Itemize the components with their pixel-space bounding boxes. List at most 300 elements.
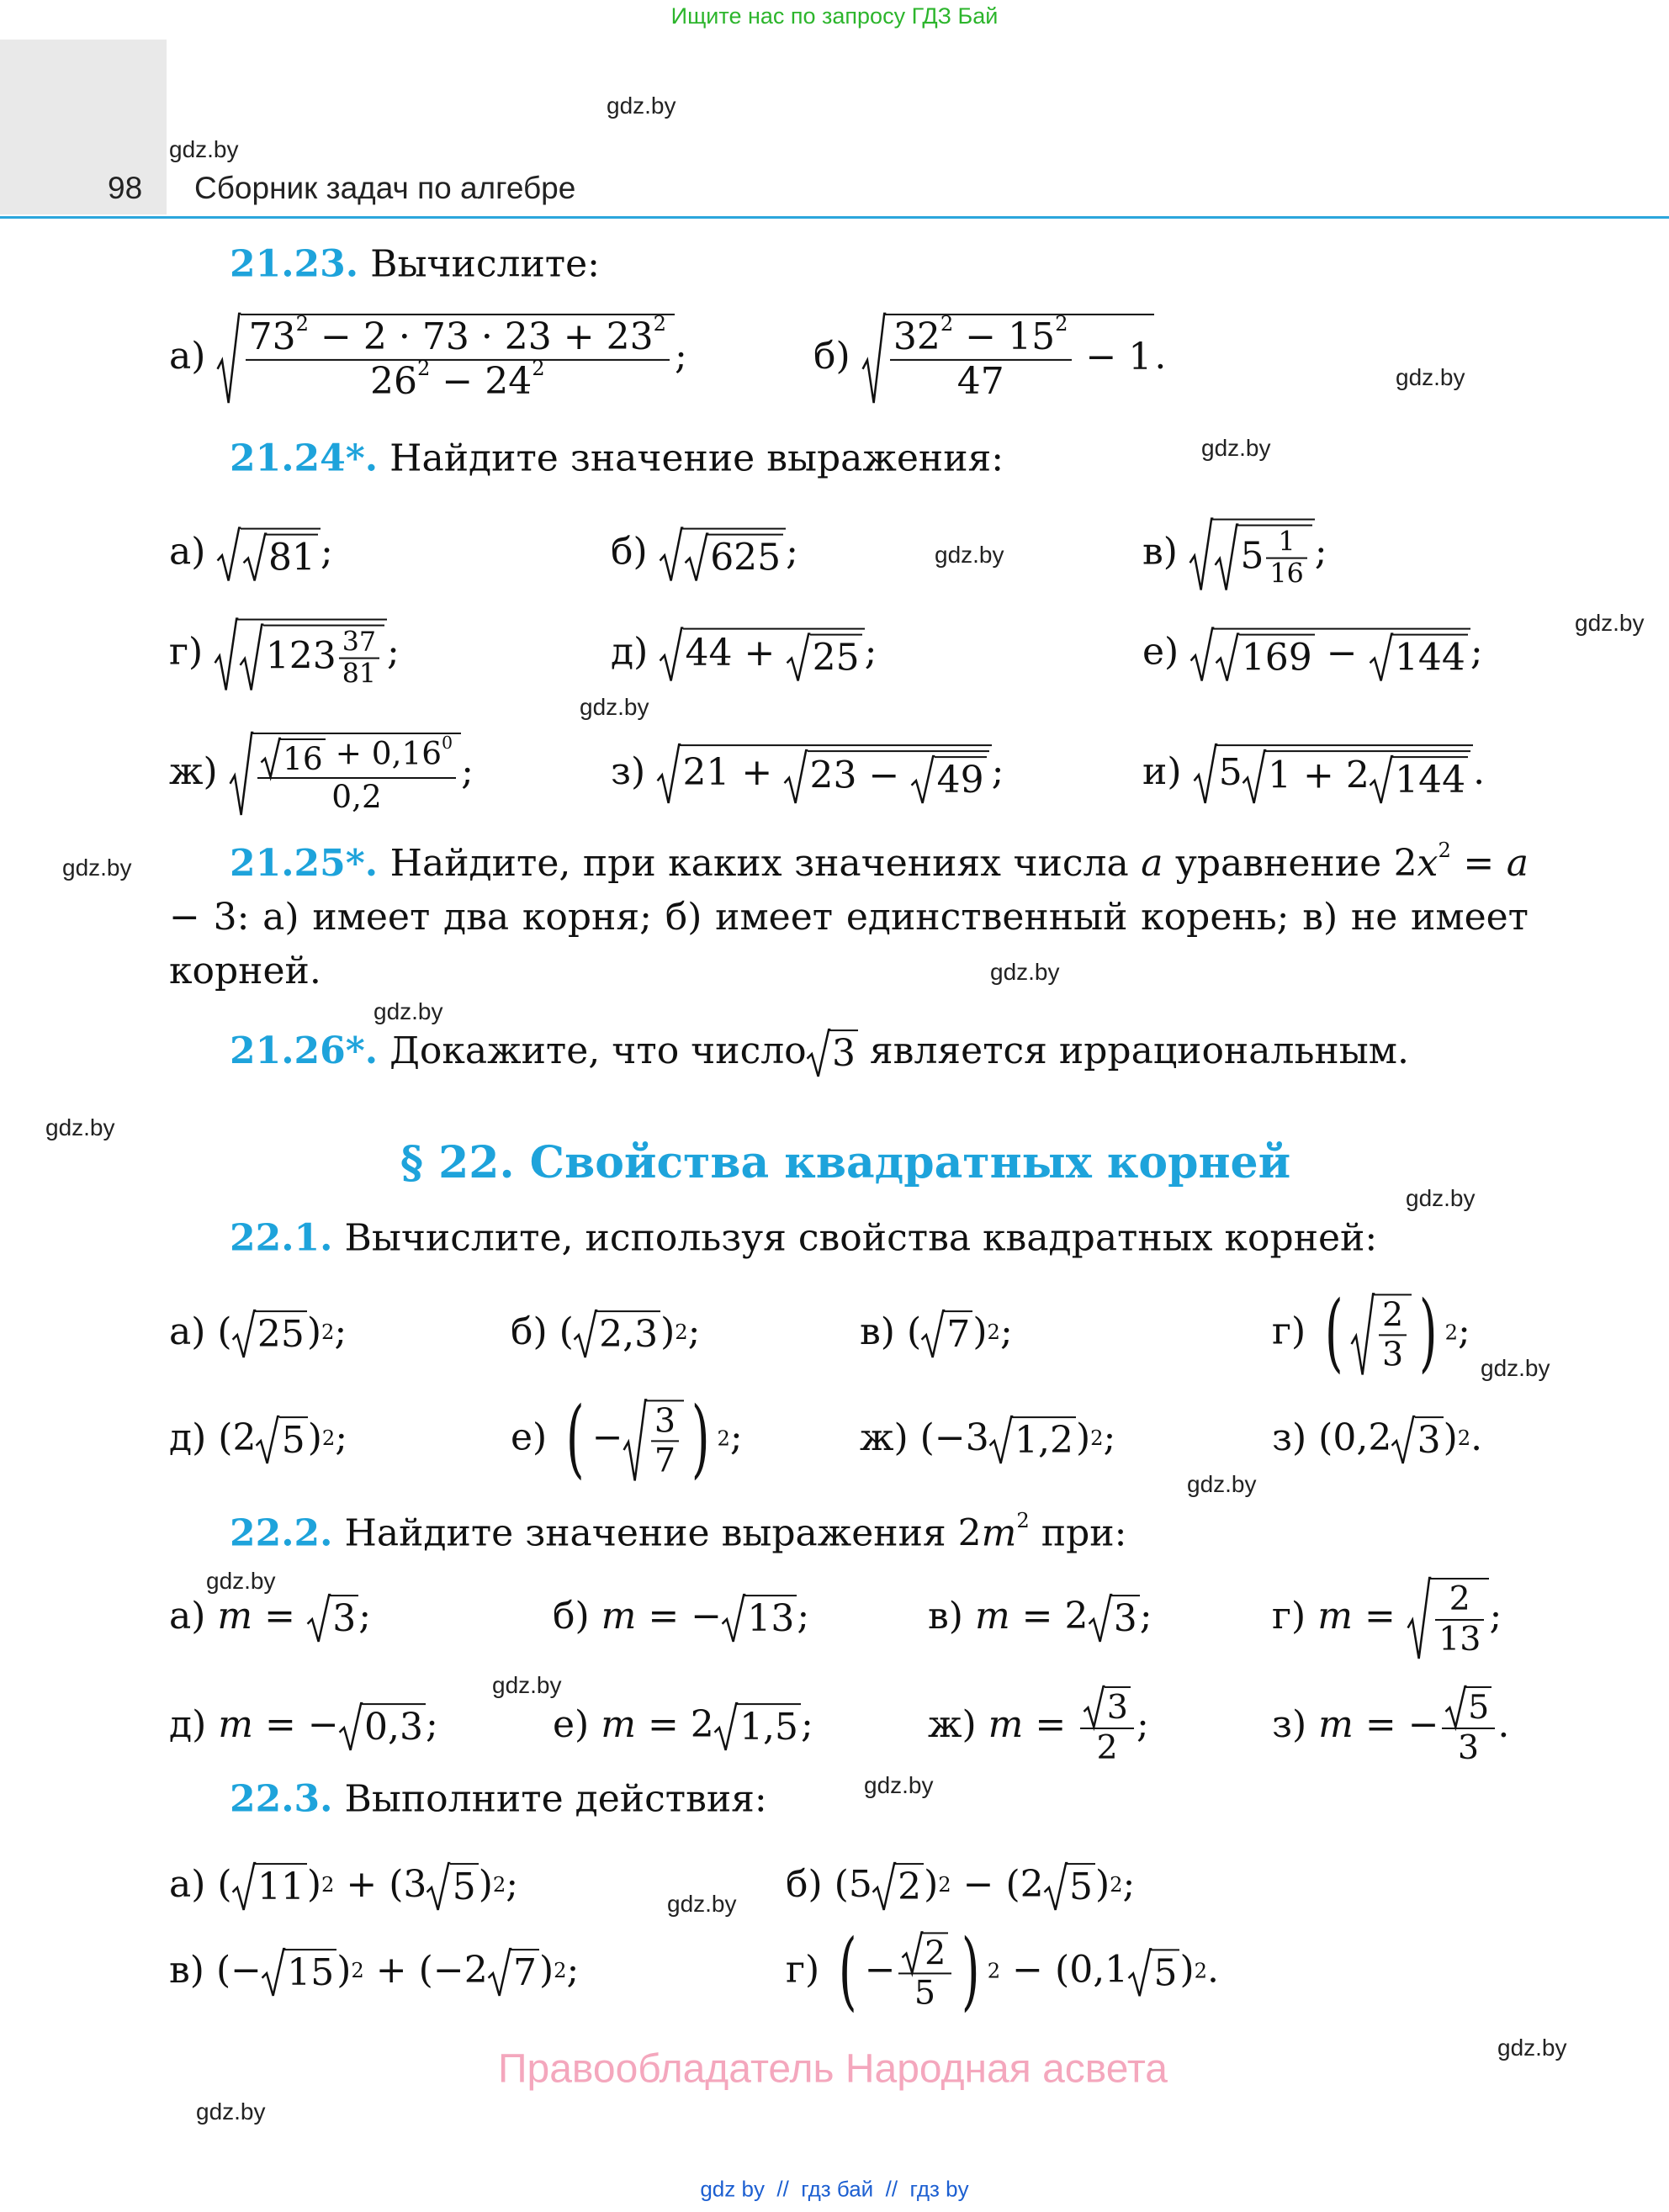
radical-sign-icon — [574, 1310, 596, 1357]
math-term — [989, 1416, 1013, 1463]
item-label: в) — [928, 1594, 963, 1638]
math-term — [807, 1029, 830, 1077]
exercise-21-26 — [230, 1026, 1409, 1077]
parenthesized-expression — [559, 1395, 717, 1480]
math-term: 3 — [1105, 1686, 1131, 1728]
parenthesized-expression — [1006, 1860, 1110, 1910]
math-term: = − — [636, 1594, 723, 1638]
fraction — [1435, 1580, 1484, 1659]
math-term — [241, 314, 675, 403]
math-term: 2 — [1096, 1728, 1118, 1767]
math-term: 3 — [1457, 1728, 1480, 1767]
math-term: 123 — [265, 634, 336, 678]
exercise-22-3-title — [230, 1778, 767, 1823]
math-term: ( 5 — [848, 1862, 872, 1906]
math-term: ; — [506, 1862, 519, 1906]
math-term — [912, 756, 935, 803]
math-term: 2 — [295, 312, 310, 336]
math-term: 1 — [1266, 527, 1306, 559]
math-term: 625 — [707, 534, 783, 581]
item-label: д) — [611, 630, 649, 674]
math-term: 0 — [442, 733, 453, 753]
running-title: Сборник задач по алгебре — [194, 171, 576, 205]
math-term: 0,3 — [362, 1703, 426, 1750]
math-term: Найдите, при каких значениях числа — [389, 842, 1142, 885]
radical-sign-icon — [862, 314, 885, 403]
square-root — [784, 747, 988, 803]
exercise-21-25 — [169, 837, 1529, 998]
watermark: gdz.by — [864, 1772, 934, 1798]
watermark: gdz.by — [169, 136, 239, 162]
watermark: gdz.by — [196, 2098, 266, 2125]
radical-sign-icon — [261, 738, 280, 777]
math-term: ; — [729, 1416, 743, 1459]
math-term: ; — [387, 630, 400, 674]
math-term: 2 — [1055, 312, 1068, 336]
radical-sign-icon — [339, 1703, 362, 1750]
square-root — [921, 1307, 972, 1357]
fraction — [651, 1402, 679, 1480]
exercise-22-1-title — [230, 1217, 1377, 1262]
math-term: 15 — [284, 1949, 336, 1996]
square-root — [1242, 747, 1470, 803]
math-term — [230, 733, 253, 815]
math-term — [261, 738, 281, 777]
square-root — [1128, 1945, 1179, 1996]
math-term: m — [218, 1702, 253, 1746]
math-term — [1213, 628, 1470, 681]
math-term — [1089, 1595, 1112, 1642]
math-term: ; — [1122, 1862, 1136, 1906]
watermark: gdz.by — [667, 1891, 737, 1917]
fraction — [246, 312, 670, 403]
item-z — [611, 741, 1004, 803]
math-term: ; — [320, 530, 333, 574]
math-term: − 24 — [430, 359, 532, 403]
math-term: 169 — [1239, 634, 1315, 681]
radical-sign-icon — [1407, 1578, 1430, 1659]
math-term — [646, 1400, 684, 1480]
radical-sign-icon — [1216, 634, 1238, 681]
math-term: = − — [253, 1702, 339, 1746]
math-term: 13 — [744, 1595, 797, 1642]
exercise-22-2-title — [230, 1508, 1127, 1557]
radical-sign-icon — [230, 733, 252, 815]
math-term: = − — [1353, 1702, 1439, 1746]
math-term: 3 — [651, 1402, 679, 1442]
math-term — [658, 744, 681, 803]
parenthesized-expression — [1055, 1945, 1195, 1996]
radical-sign-icon — [427, 1863, 449, 1910]
math-term — [1237, 525, 1311, 590]
math-term: 73 — [248, 315, 296, 358]
fraction — [898, 1929, 952, 2013]
math-term: 5 — [1240, 534, 1264, 578]
square-root — [230, 729, 461, 815]
radical-sign-icon — [215, 619, 237, 691]
item-v — [1142, 516, 1327, 590]
math-term — [1442, 1683, 1496, 1729]
math-term — [246, 312, 670, 361]
math-term: 2 — [940, 312, 954, 336]
watermark: gdz.by — [580, 694, 649, 720]
watermark: gdz.by — [1396, 364, 1465, 390]
math-term — [308, 1595, 331, 1642]
math-term — [785, 750, 808, 803]
fraction — [1266, 527, 1306, 590]
math-term: 49 — [935, 756, 987, 803]
parenthesized-expression — [218, 1413, 322, 1463]
math-term — [241, 528, 321, 581]
math-term: 2 — [1435, 1580, 1484, 1621]
item-label: г) — [786, 1948, 820, 1992]
square-root — [1370, 631, 1468, 681]
item-b — [611, 525, 798, 581]
square-root — [872, 1860, 924, 1910]
parenthesized-expression — [834, 1860, 939, 1910]
header-divider — [0, 216, 1669, 219]
math-term: 1,5 — [737, 1703, 801, 1750]
radical-sign-icon — [784, 750, 807, 803]
math-term: ( − — [864, 1948, 896, 1992]
math-term — [1212, 519, 1315, 590]
math-term: − 15 — [953, 315, 1056, 358]
square-root — [807, 1026, 858, 1077]
item-zh — [928, 1683, 1149, 1767]
math-term — [1392, 1416, 1416, 1463]
math-term: уравнение 2 — [1163, 842, 1417, 885]
item-label: а) — [169, 1310, 206, 1353]
math-term: ( 0,2 — [1333, 1416, 1392, 1459]
math-term: ( 2 — [232, 1416, 257, 1459]
square-root — [722, 1591, 797, 1642]
math-term — [1407, 1578, 1431, 1659]
item-label: д) — [169, 1702, 207, 1746]
math-term — [1351, 1294, 1375, 1374]
watermark: gdz.by — [935, 542, 1004, 568]
math-term — [252, 733, 461, 815]
math-term: . — [1473, 749, 1486, 793]
watermark: gdz.by — [492, 1672, 562, 1698]
radical-sign-icon — [1445, 1686, 1466, 1728]
item-label: в) — [1142, 530, 1178, 574]
square-root — [660, 625, 864, 681]
square-root — [262, 1945, 336, 1996]
math-term: ; — [786, 530, 798, 574]
math-term — [1242, 750, 1266, 803]
radical-sign-icon — [685, 534, 707, 581]
math-term — [339, 1703, 363, 1750]
radical-sign-icon — [1089, 1595, 1111, 1642]
math-term: 32 — [893, 315, 940, 358]
math-term: 5 — [450, 1863, 479, 1910]
square-root — [427, 1860, 478, 1910]
math-term: m — [1318, 1702, 1354, 1746]
item-label: в) — [169, 1948, 204, 1992]
radical-sign-icon — [307, 1595, 330, 1642]
math-term — [1216, 634, 1240, 681]
square-root — [1215, 521, 1312, 590]
math-term — [257, 735, 456, 779]
square-root — [989, 1413, 1076, 1463]
radical-sign-icon — [1370, 634, 1392, 681]
math-term — [1189, 519, 1213, 590]
math-term: 81 — [266, 534, 318, 581]
math-term: = — [1023, 1702, 1078, 1746]
fraction — [890, 312, 1072, 403]
math-term: m — [601, 1594, 637, 1638]
radical-sign-icon — [217, 528, 240, 581]
math-term: ( − — [230, 1948, 262, 1992]
math-term — [237, 619, 387, 691]
radical-sign-icon — [240, 625, 262, 691]
math-term — [1370, 756, 1393, 803]
item-label: б) — [813, 334, 850, 378]
watermark: gdz.by — [1187, 1471, 1257, 1497]
math-term: 3 — [1415, 1416, 1444, 1463]
square-root — [488, 1945, 539, 1996]
math-term — [898, 1929, 952, 1975]
math-term: m — [974, 1594, 1010, 1638]
radical-sign-icon — [1044, 1863, 1067, 1910]
radical-sign-icon — [989, 1416, 1012, 1463]
square-root — [862, 310, 1155, 403]
math-term: a — [1141, 842, 1163, 885]
math-term — [243, 534, 267, 581]
top-note[interactable]: Ищите нас по запросу ГДЗ Бай — [670, 3, 999, 29]
math-term — [683, 628, 865, 681]
parenthesized-expression — [1318, 1413, 1458, 1463]
copyright-notice: Правообладатель Народная асвета — [498, 2046, 1168, 2092]
math-term: = 2 — [1009, 1594, 1089, 1638]
fraction — [257, 735, 456, 815]
square-root — [217, 525, 321, 581]
radical-sign-icon — [1128, 1949, 1151, 1996]
math-term: 2 — [653, 312, 667, 336]
radical-sign-icon — [872, 1863, 895, 1910]
math-term: x — [1417, 842, 1439, 885]
item-v: в) ( 7 ) 2 ; — [860, 1307, 1013, 1357]
math-term — [1370, 634, 1393, 681]
math-term: Докажите, что число — [389, 1029, 807, 1072]
fraction — [1080, 1683, 1134, 1767]
item-label: б) — [611, 530, 648, 574]
math-term — [685, 534, 708, 581]
radical-sign-icon — [488, 1949, 511, 1996]
square-root — [1351, 1290, 1412, 1374]
exercise-number: 21.23. — [230, 242, 359, 286]
square-root — [657, 741, 991, 803]
exercise-21-23-title — [230, 243, 600, 288]
parenthesized-expression — [217, 1307, 321, 1357]
math-term: 2 — [895, 1863, 924, 1910]
math-term — [1191, 628, 1215, 681]
math-term: 144 — [1392, 634, 1468, 681]
math-term: является иррациональным. — [857, 1029, 1409, 1072]
item-z — [1272, 1683, 1509, 1767]
radical-sign-icon — [660, 528, 682, 581]
square-root — [215, 616, 387, 691]
item-g: г) ( − $\frac{2}{5}$ ) 2 − ( 0,1 5 ) 2 . — [786, 1928, 1219, 2013]
exercise-text: Найдите значение выражения: — [389, 437, 1004, 480]
math-term: 13 — [1439, 1619, 1481, 1659]
math-term: при: — [1029, 1511, 1127, 1555]
math-term: 21 + — [682, 751, 785, 795]
math-term: 3 — [1381, 1335, 1404, 1374]
math-term: 7 — [654, 1441, 676, 1480]
math-term: . — [1497, 1702, 1510, 1746]
radical-sign-icon — [714, 1703, 737, 1750]
item-label: д) — [169, 1416, 207, 1459]
item-label: з) — [1272, 1416, 1307, 1459]
math-term: ( 3 — [403, 1862, 427, 1906]
math-term — [902, 1932, 923, 1973]
math-term: ; — [801, 1702, 813, 1746]
math-term: ( −2 — [432, 1948, 488, 1992]
math-term — [872, 1863, 896, 1910]
square-root — [1445, 1683, 1492, 1728]
math-term — [1216, 744, 1473, 803]
math-term — [714, 1703, 738, 1750]
math-term: 3 — [1111, 1595, 1140, 1642]
item-e — [553, 1700, 813, 1750]
watermark: gdz.by — [374, 998, 443, 1024]
radical-sign-icon — [262, 1949, 284, 1996]
footer-links[interactable]: gdz by // гдз бай // гдз by — [700, 2176, 969, 2202]
math-term: − 3: а) имеет два корня; б) имеет единственный корень; в) не имеет корней. — [169, 896, 1529, 992]
square-root — [339, 1700, 426, 1750]
math-term: . — [1154, 334, 1167, 378]
math-term: 5 — [1067, 1863, 1095, 1910]
math-term: ; — [425, 1702, 438, 1746]
math-term: 5 — [914, 1973, 936, 2013]
parenthesized-expression — [389, 1860, 493, 1910]
math-term: ; — [335, 1416, 348, 1459]
math-term: 0,2 — [331, 778, 382, 815]
radical-sign-icon — [722, 1595, 744, 1642]
math-term: 7 — [944, 1310, 972, 1357]
math-term: m — [601, 1702, 636, 1746]
math-term: ; — [1136, 1702, 1149, 1746]
radical-sign-icon — [623, 1400, 646, 1480]
math-term — [218, 528, 241, 581]
square-root — [307, 1591, 358, 1642]
radical-sign-icon — [1189, 519, 1212, 590]
math-term — [1080, 1683, 1134, 1729]
item-d — [611, 625, 877, 681]
exercise-21-24-title — [230, 437, 1004, 482]
item-b — [813, 310, 1166, 403]
math-term — [1430, 1578, 1489, 1659]
parenthesized-expression — [217, 1860, 321, 1910]
square-root — [243, 531, 318, 581]
radical-sign-icon — [232, 1863, 255, 1910]
item-g — [169, 616, 400, 691]
math-term — [682, 528, 786, 581]
math-term: m — [981, 1511, 1017, 1555]
math-term: ; — [675, 334, 687, 378]
radical-sign-icon — [921, 1310, 944, 1357]
math-term — [660, 528, 683, 581]
math-term: ; — [1314, 530, 1327, 574]
math-term — [787, 634, 811, 681]
item-label: а) — [169, 1862, 206, 1906]
item-i — [1142, 741, 1485, 803]
watermark: gdz.by — [1575, 610, 1645, 636]
item-label: и) — [1142, 749, 1182, 793]
item-label: г) — [1272, 1594, 1306, 1638]
math-term: ( 2 — [1379, 1296, 1407, 1336]
math-term: m — [1317, 1594, 1353, 1638]
square-root — [1084, 1683, 1131, 1728]
item-label: б) — [511, 1310, 548, 1353]
radical-sign-icon — [1194, 744, 1216, 803]
square-root — [911, 753, 986, 803]
item-label: з) — [1272, 1702, 1307, 1746]
math-term: 25 — [255, 1310, 307, 1357]
math-term: 5 — [1218, 751, 1242, 795]
watermark: gdz.by — [607, 93, 676, 119]
math-term — [1216, 525, 1239, 590]
item-a: а) ( 25 ) 2 ; — [169, 1307, 347, 1357]
math-term: ; — [1103, 1416, 1116, 1459]
item-label: ж) — [860, 1416, 909, 1459]
math-term: ; — [1458, 1310, 1470, 1353]
math-term: ; — [1470, 630, 1483, 674]
math-term: ( 2 — [1020, 1862, 1044, 1906]
item-label: а) — [169, 334, 206, 378]
math-term: + — [363, 1948, 419, 1992]
math-term: 3 — [829, 1029, 858, 1077]
watermark: gdz.by — [990, 959, 1060, 985]
parenthesized-expression — [559, 1307, 676, 1357]
item-v: в) ( − 15 ) 2 + ( −2 7 ) 2 ; — [169, 1945, 579, 1996]
square-root — [685, 531, 783, 581]
radical-sign-icon — [657, 744, 680, 803]
math-term — [808, 750, 989, 803]
parenthesized-expression — [419, 1945, 554, 1996]
math-term: 2 — [532, 356, 545, 380]
math-term: 2 — [1016, 1508, 1030, 1532]
math-term — [1194, 744, 1217, 803]
radical-sign-icon — [1215, 525, 1237, 590]
radical-sign-icon — [902, 1932, 923, 1973]
math-term — [427, 1863, 451, 1910]
radical-sign-icon — [911, 756, 934, 803]
square-root — [1391, 1413, 1443, 1463]
item-label: г) — [169, 630, 204, 674]
math-term: ; — [358, 1594, 372, 1638]
math-term — [922, 1310, 946, 1357]
math-term — [1265, 750, 1470, 803]
math-term: ; — [999, 1310, 1013, 1353]
radical-sign-icon — [1391, 1416, 1414, 1463]
math-term: 5 — [1151, 1949, 1179, 1996]
square-root — [217, 310, 675, 403]
watermark: gdz.by — [45, 1114, 115, 1140]
square-root — [1189, 516, 1315, 590]
square-root — [1216, 631, 1314, 681]
math-term: 22.1. — [230, 1216, 333, 1260]
math-term — [232, 1310, 256, 1357]
item-e: е) ( − $\frac{3}{7}$ ) 2 ; — [511, 1395, 743, 1480]
item-a — [169, 1591, 371, 1642]
math-term: a — [1506, 842, 1529, 885]
math-term: 37 — [339, 627, 379, 659]
math-term — [1129, 1949, 1152, 1996]
math-term — [262, 1949, 286, 1996]
math-term: 22.3. — [230, 1777, 333, 1821]
